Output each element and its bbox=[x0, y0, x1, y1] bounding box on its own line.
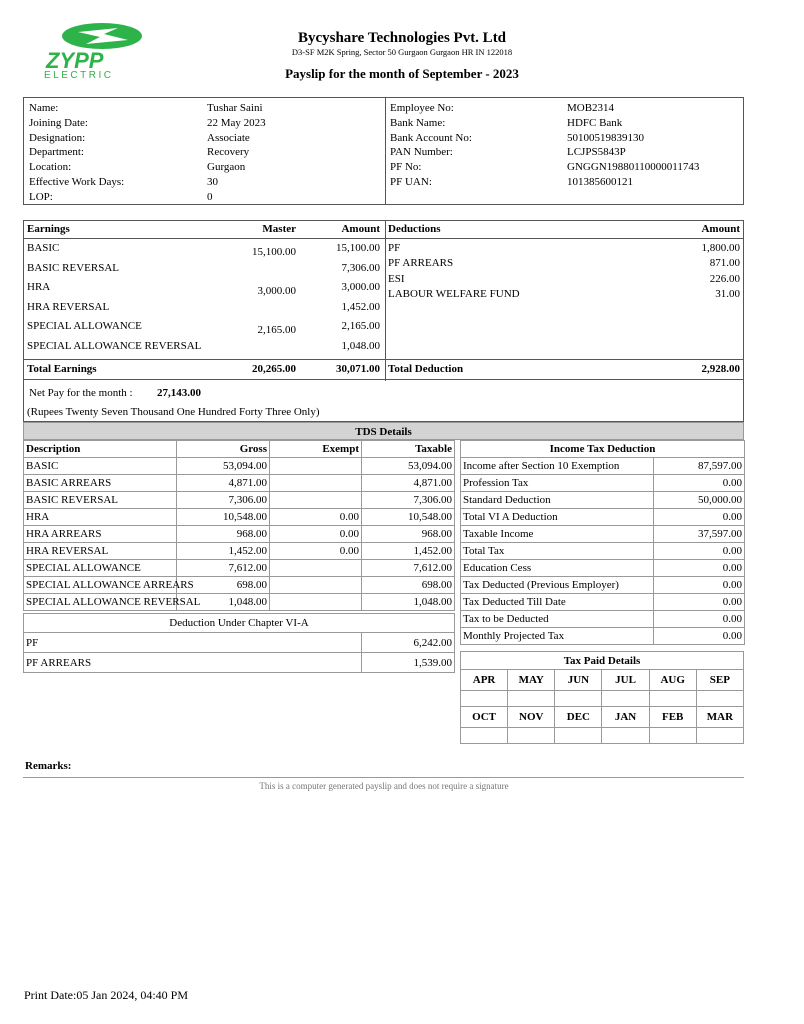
total-master: 20,265.00 bbox=[252, 363, 296, 375]
income-tax-label: Income after Section 10 Exemption bbox=[461, 458, 654, 475]
income-tax-value: 0.00 bbox=[654, 577, 745, 594]
income-tax-value: 0.00 bbox=[654, 594, 745, 611]
chapter-value: 1,539.00 bbox=[362, 653, 455, 673]
emp-value: 50100519839130 bbox=[567, 131, 644, 144]
month-label: JUL bbox=[602, 670, 649, 691]
month-value-cell bbox=[696, 728, 743, 744]
emp-value: Gurgaon bbox=[207, 161, 246, 174]
month-value-cell bbox=[461, 728, 508, 744]
income-tax-value: 0.00 bbox=[654, 628, 745, 645]
income-tax-value: 0.00 bbox=[654, 543, 745, 560]
tds-exempt bbox=[270, 577, 362, 594]
emp-label: Bank Name: bbox=[390, 116, 446, 129]
tds-description: SPECIAL ALLOWANCE ARREARS bbox=[24, 577, 177, 594]
month-value-row bbox=[461, 728, 744, 744]
logo-text: ZYPP bbox=[46, 48, 104, 73]
chapter-via-table bbox=[23, 613, 455, 673]
deduction-amount: 31.00 bbox=[715, 287, 740, 300]
emp-value: 22 May 2023 bbox=[207, 116, 266, 129]
income-tax-value: 0.00 bbox=[654, 560, 745, 577]
tds-title: TDS Details bbox=[23, 422, 744, 440]
deduction-name: PF ARREARS bbox=[388, 257, 454, 270]
net-pay-label: Net Pay for the month : bbox=[29, 387, 133, 399]
month-value-cell bbox=[602, 728, 649, 744]
emp-value: 0 bbox=[207, 190, 213, 203]
income-tax-label: Tax Deducted Till Date bbox=[461, 594, 654, 611]
income-tax-row bbox=[461, 475, 745, 492]
tds-col-description: Description bbox=[24, 441, 177, 458]
total-amount: 30,071.00 bbox=[336, 363, 380, 375]
income-tax-title-row bbox=[461, 441, 745, 458]
earnings-header: Earnings bbox=[27, 223, 70, 235]
income-tax-row bbox=[461, 492, 745, 509]
deduction-amount: 871.00 bbox=[709, 257, 740, 270]
deduction-name: PF bbox=[388, 242, 401, 254]
chapter-description: PF ARREARS bbox=[24, 653, 362, 673]
total-deduction-label: Total Deduction bbox=[388, 363, 464, 375]
tds-row bbox=[24, 543, 455, 560]
company-address: D3-SF M2K Spring, Sector 50 Gurgaon Gurgaon HR IN 122018 bbox=[291, 47, 513, 57]
income-tax-row bbox=[461, 628, 745, 645]
income-tax-label: Tax Deducted (Previous Employer) bbox=[461, 577, 654, 594]
month-label: OCT bbox=[461, 707, 508, 728]
emp-label: Employee No: bbox=[390, 102, 454, 114]
tds-gross: 1,452.00 bbox=[177, 543, 270, 560]
income-tax-value: 37,597.00 bbox=[654, 526, 745, 543]
income-tax-label: Monthly Projected Tax bbox=[461, 628, 654, 645]
emp-value: MOB2314 bbox=[567, 102, 615, 114]
tds-taxable: 7,306.00 bbox=[362, 492, 455, 509]
logo-subtext: ELECTRIC bbox=[44, 70, 114, 81]
income-tax-row bbox=[461, 577, 745, 594]
month-label: DEC bbox=[555, 707, 602, 728]
tds-exempt bbox=[270, 560, 362, 577]
tds-taxable: 698.00 bbox=[362, 577, 455, 594]
income-tax-label: Profession Tax bbox=[461, 475, 654, 492]
income-tax-value: 0.00 bbox=[654, 611, 745, 628]
tds-exempt bbox=[270, 475, 362, 492]
tds-col-taxable: Taxable bbox=[362, 441, 455, 458]
deduction-name: LABOUR WELFARE FUND bbox=[388, 287, 520, 300]
tds-gross: 10,548.00 bbox=[177, 509, 270, 526]
income-tax-value: 0.00 bbox=[654, 475, 745, 492]
deductions-header: Deductions bbox=[388, 223, 441, 235]
income-tax-title: Income Tax Deduction bbox=[461, 441, 745, 458]
tds-description: HRA bbox=[24, 509, 177, 526]
income-tax-label: Total VI A Deduction bbox=[461, 509, 654, 526]
tds-gross: 968.00 bbox=[177, 526, 270, 543]
emp-label: Bank Account No: bbox=[390, 131, 472, 144]
emp-label: LOP: bbox=[29, 190, 53, 203]
tds-row bbox=[24, 492, 455, 509]
month-value-cell bbox=[555, 691, 602, 707]
earning-name: BASIC bbox=[27, 242, 60, 254]
tds-row bbox=[24, 458, 455, 475]
emp-label: Designation: bbox=[29, 131, 86, 144]
earning-amount: 15,100.00 bbox=[336, 242, 380, 254]
tds-gross: 53,094.00 bbox=[177, 458, 270, 475]
chapter-description: PF bbox=[24, 633, 362, 653]
emp-value: Tushar Saini bbox=[207, 102, 263, 114]
chapter-title: Deduction Under Chapter VI-A bbox=[24, 614, 455, 633]
emp-value: Recovery bbox=[207, 146, 250, 159]
tds-row bbox=[24, 509, 455, 526]
tds-taxable: 1,048.00 bbox=[362, 594, 455, 611]
tds-row bbox=[24, 526, 455, 543]
tds-exempt bbox=[270, 594, 362, 611]
emp-value: GNGGN19880110000011743 bbox=[567, 161, 700, 174]
income-tax-label: Standard Deduction bbox=[461, 492, 654, 509]
earning-name: SPECIAL ALLOWANCE bbox=[27, 320, 142, 333]
month-value-cell bbox=[649, 691, 696, 707]
payslip-title: Payslip for the month of September - 2023 bbox=[285, 66, 519, 81]
income-tax-row bbox=[461, 526, 745, 543]
tds-gross: 4,871.00 bbox=[177, 475, 270, 492]
emp-label: PF UAN: bbox=[390, 176, 432, 188]
tds-row bbox=[24, 594, 455, 611]
total-deduction: 2,928.00 bbox=[701, 363, 740, 375]
chapter-row bbox=[24, 633, 455, 653]
net-pay-value: 27,143.00 bbox=[157, 387, 201, 399]
month-label: JAN bbox=[602, 707, 649, 728]
income-tax-label: Taxable Income bbox=[461, 526, 654, 543]
employee-details bbox=[23, 97, 744, 205]
tds-header-row bbox=[24, 441, 455, 458]
tds-exempt bbox=[270, 492, 362, 509]
tds-col-gross: Gross bbox=[177, 441, 270, 458]
month-value-cell bbox=[696, 691, 743, 707]
chapter-value: 6,242.00 bbox=[362, 633, 455, 653]
emp-label: Location: bbox=[29, 161, 72, 174]
month-label-row bbox=[461, 670, 744, 691]
emp-value: Associate bbox=[207, 131, 250, 144]
tds-gross: 7,306.00 bbox=[177, 492, 270, 509]
earning-amount: 7,306.00 bbox=[341, 261, 380, 274]
tds-taxable: 1,452.00 bbox=[362, 543, 455, 560]
emp-value: 101385600121 bbox=[567, 176, 633, 188]
earning-amount: 1,048.00 bbox=[341, 340, 380, 352]
earning-name: HRA bbox=[27, 281, 51, 294]
deduction-amount: 1,800.00 bbox=[701, 242, 740, 254]
deduction-amount: 226.00 bbox=[709, 272, 740, 285]
ded-amount-header: Amount bbox=[701, 223, 740, 235]
footer-note: This is a computer generated payslip and does not require a signature bbox=[259, 781, 509, 791]
deduction-name: ESI bbox=[388, 272, 405, 285]
chapter-title-row bbox=[24, 614, 455, 633]
tds-taxable: 53,094.00 bbox=[362, 458, 455, 475]
tds-exempt: 0.00 bbox=[270, 509, 362, 526]
month-label: AUG bbox=[649, 670, 696, 691]
month-label: MAY bbox=[508, 670, 555, 691]
tds-col-exempt: Exempt bbox=[270, 441, 362, 458]
tds-description: HRA REVERSAL bbox=[24, 543, 177, 560]
earning-amount: 2,165.00 bbox=[341, 320, 380, 333]
earning-amount: 3,000.00 bbox=[341, 281, 380, 294]
tds-taxable: 4,871.00 bbox=[362, 475, 455, 492]
tds-description: BASIC ARREARS bbox=[24, 475, 177, 492]
income-tax-label: Tax to be Deducted bbox=[461, 611, 654, 628]
month-value-cell bbox=[555, 728, 602, 744]
month-label: NOV bbox=[508, 707, 555, 728]
earning-amount: 1,452.00 bbox=[341, 300, 380, 313]
emp-label: Joining Date: bbox=[29, 116, 88, 129]
footer-divider bbox=[23, 777, 744, 778]
earning-master: 2,165.00 bbox=[257, 324, 296, 337]
month-value-cell bbox=[649, 728, 696, 744]
income-tax-value: 0.00 bbox=[654, 509, 745, 526]
month-value-cell bbox=[602, 691, 649, 707]
tax-paid-title: Tax Paid Details bbox=[461, 652, 744, 670]
tds-exempt: 0.00 bbox=[270, 526, 362, 543]
earning-name: HRA REVERSAL bbox=[27, 300, 110, 313]
month-label: APR bbox=[461, 670, 508, 691]
emp-label: PAN Number: bbox=[390, 146, 453, 159]
tds-taxable: 10,548.00 bbox=[362, 509, 455, 526]
month-label: JUN bbox=[555, 670, 602, 691]
tds-row bbox=[24, 560, 455, 577]
month-value-cell bbox=[461, 691, 508, 707]
tds-gross: 7,612.00 bbox=[177, 560, 270, 577]
income-tax-label: Total Tax bbox=[461, 543, 654, 560]
tds-taxable: 968.00 bbox=[362, 526, 455, 543]
income-tax-value: 87,597.00 bbox=[654, 458, 745, 475]
tds-description: BASIC REVERSAL bbox=[24, 492, 177, 509]
income-tax-row bbox=[461, 560, 745, 577]
emp-label: PF No: bbox=[390, 161, 422, 174]
tds-description: HRA ARREARS bbox=[24, 526, 177, 543]
tds-exempt bbox=[270, 458, 362, 475]
month-label: FEB bbox=[649, 707, 696, 728]
tds-description: BASIC bbox=[24, 458, 177, 475]
emp-label: Effective Work Days: bbox=[29, 176, 125, 188]
income-tax-label: Education Cess bbox=[461, 560, 654, 577]
tds-row bbox=[24, 577, 455, 594]
earnings-deductions bbox=[23, 220, 744, 422]
tds-description: SPECIAL ALLOWANCE REVERSAL bbox=[24, 594, 177, 611]
income-tax-table bbox=[460, 440, 745, 645]
tax-paid-table bbox=[460, 651, 744, 744]
tds-table bbox=[23, 440, 455, 611]
remarks-label: Remarks: bbox=[25, 760, 72, 772]
net-pay-words: (Rupees Twenty Seven Thousand One Hundred Forty Three Only) bbox=[27, 406, 320, 418]
chapter-row bbox=[24, 653, 455, 673]
income-tax-row bbox=[461, 509, 745, 526]
earning-master: 3,000.00 bbox=[257, 285, 296, 298]
company-name: Bycyshare Technologies Pvt. Ltd bbox=[297, 30, 507, 46]
month-label: SEP bbox=[696, 670, 743, 691]
tds-gross: 698.00 bbox=[177, 577, 270, 594]
total-earnings-label: Total Earnings bbox=[27, 363, 97, 375]
income-tax-row bbox=[461, 594, 745, 611]
month-value-row bbox=[461, 691, 744, 707]
tds-gross: 1,048.00 bbox=[177, 594, 270, 611]
income-tax-row bbox=[461, 543, 745, 560]
tds-taxable: 7,612.00 bbox=[362, 560, 455, 577]
month-value-cell bbox=[508, 728, 555, 744]
master-header: Master bbox=[262, 223, 296, 235]
month-value-cell bbox=[508, 691, 555, 707]
tds-exempt: 0.00 bbox=[270, 543, 362, 560]
income-tax-row bbox=[461, 458, 745, 475]
earning-master: 15,100.00 bbox=[252, 246, 296, 258]
tds-row bbox=[24, 475, 455, 492]
emp-value: LCJPS5843P bbox=[567, 146, 626, 159]
month-label-row bbox=[461, 707, 744, 728]
emp-value: HDFC Bank bbox=[567, 116, 623, 129]
amount-header: Amount bbox=[341, 223, 380, 235]
income-tax-row bbox=[461, 611, 745, 628]
emp-value: 30 bbox=[207, 176, 218, 188]
earning-name: BASIC REVERSAL bbox=[27, 261, 119, 274]
tax-paid-title-row bbox=[461, 652, 744, 670]
tds-description: SPECIAL ALLOWANCE bbox=[24, 560, 177, 577]
earning-name: SPECIAL ALLOWANCE REVERSAL bbox=[27, 340, 202, 352]
print-date: Print Date:05 Jan 2024, 04:40 PM bbox=[24, 988, 188, 1002]
month-label: MAR bbox=[696, 707, 743, 728]
emp-label: Department: bbox=[29, 146, 84, 159]
emp-label: Name: bbox=[29, 102, 59, 114]
income-tax-value: 50,000.00 bbox=[654, 492, 745, 509]
